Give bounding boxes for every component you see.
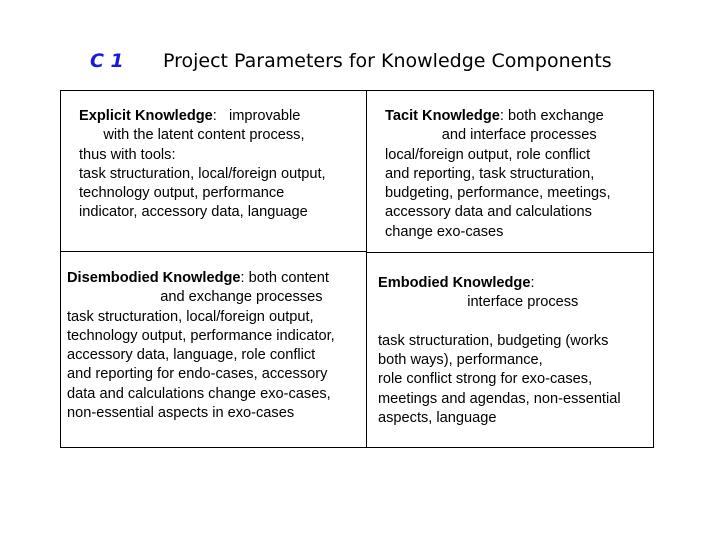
cell-body: interface process task structuration, budgeting (works both ways), performance, role conflict strong for exo-cases, meetings and agendas, non-essential aspects, language <box>378 294 621 427</box>
grid-horizontal-divider-left <box>61 251 366 252</box>
cell-embodied-knowledge <box>378 274 621 428</box>
knowledge-grid <box>60 90 654 448</box>
cell-heading: Disembodied Knowledge <box>67 270 241 286</box>
cell-lead: : both exchange <box>499 108 604 124</box>
cell-body: and exchange processes task structuration, local/foreign output, technology output, performance indicator, accessory data, language, role conflict and reporting for endo-cases, accessory data and calculations change exo-cases, non-essential aspects in exo-cases <box>67 289 335 422</box>
cell-tacit-knowledge <box>385 107 611 242</box>
cell-lead: : both content <box>240 270 329 286</box>
cell-disembodied-knowledge <box>67 269 335 423</box>
grid-horizontal-divider-right <box>366 252 654 253</box>
cell-body: and interface processes local/foreign output, role conflict and reporting, task structuration, budgeting, performance, meetings, accessory data and calculations change exo-cases <box>385 127 611 240</box>
cell-lead: : <box>530 275 535 291</box>
cell-body: with the latent content process, thus with tools: task structuration, local/foreign output, technology output, performance indicator, accessory data, language <box>79 127 326 221</box>
slide-number: C 1 <box>90 50 124 72</box>
grid-vertical-divider <box>366 91 367 447</box>
title-text: Project Parameters for Knowledge Components <box>163 50 612 72</box>
cell-heading: Embodied Knowledge <box>378 275 531 291</box>
cell-heading: Explicit Knowledge <box>79 108 213 124</box>
cell-heading: Tacit Knowledge <box>385 108 500 124</box>
cell-explicit-knowledge <box>79 107 326 223</box>
slide-title <box>90 50 612 78</box>
cell-lead: : improvable <box>212 108 301 124</box>
